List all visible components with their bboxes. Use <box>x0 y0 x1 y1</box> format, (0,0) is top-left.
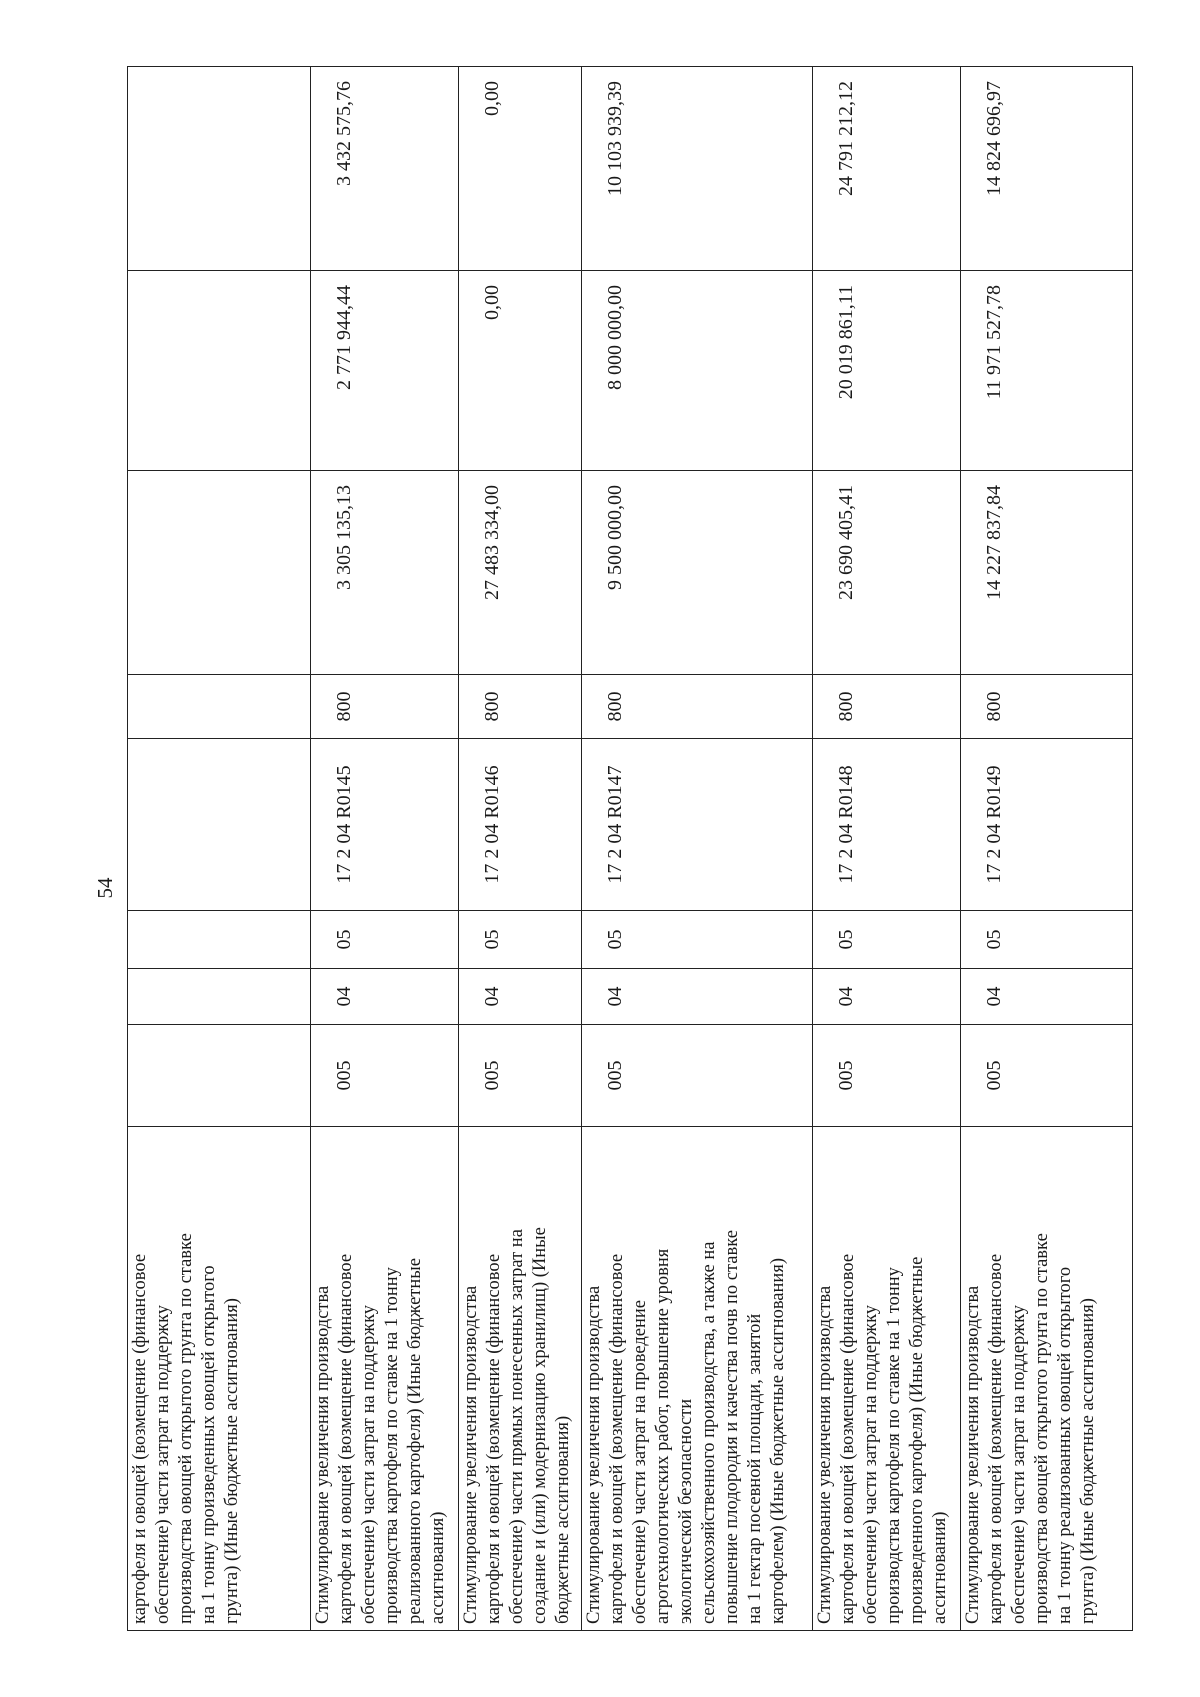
description-line: Стимулирование увеличения производства <box>962 1285 983 1624</box>
subsection-code-cell <box>128 911 311 969</box>
description-line: картофеля и овощей (возмещение (финансовое <box>985 1253 1006 1624</box>
description-line: обеспечение) части затрат на поддержку <box>358 1304 379 1624</box>
description-line: картофеля и овощей (возмещение (финансовое <box>837 1253 858 1624</box>
amount-year2-cell: 0,00 <box>458 271 582 471</box>
target-article-cell: 17 2 04 R0149 <box>960 739 1132 911</box>
description-line: производства картофеля по ставке на 1 тонну <box>883 1267 904 1624</box>
table-row <box>128 67 311 1631</box>
description-line: обеспечение) части затрат на поддержку <box>860 1304 881 1624</box>
amount-year1-cell: 27 483 334,00 <box>458 471 582 675</box>
description-line: обеспечение) части затрат на поддержку <box>1008 1304 1029 1624</box>
section-code-cell: 04 <box>458 969 582 1025</box>
description-line: грунта) (Иные бюджетные ассигнования) <box>1077 1298 1098 1624</box>
section-code-cell: 04 <box>960 969 1132 1025</box>
description-cell <box>960 1127 1132 1631</box>
description-line: агротехнологических работ, повышение уровня <box>653 1248 674 1624</box>
section-code-cell <box>128 969 311 1025</box>
description-line: произведенного картофеля) (Иные бюджетные <box>906 1256 927 1624</box>
ministry-code-cell: 005 <box>812 1025 960 1127</box>
subsection-code-cell: 05 <box>310 911 458 969</box>
description-line: картофелем) (Иные бюджетные ассигнования) <box>768 1258 789 1624</box>
amount-year1-cell <box>128 471 311 675</box>
amount-year1-cell: 23 690 405,41 <box>812 471 960 675</box>
description-cell <box>582 1127 812 1631</box>
description-line: реализованного картофеля) (Иные бюджетные <box>404 1258 425 1624</box>
description-line: Стимулирование увеличения производства <box>584 1285 605 1624</box>
amount-year3-cell: 0,00 <box>458 67 582 271</box>
description-line: картофеля и овощей (возмещение (финансовое <box>130 1253 150 1624</box>
description-line: повышение плодородия и качества почв по ставке <box>722 1230 743 1624</box>
amount-year3-cell: 14 824 696,97 <box>960 67 1132 271</box>
description-cell <box>458 1127 582 1631</box>
description-line: Стимулирование увеличения производства <box>460 1285 481 1624</box>
description-cell <box>812 1127 960 1631</box>
subsection-code-cell: 05 <box>582 911 812 969</box>
description-line: картофеля и овощей (возмещение (финансовое <box>483 1253 504 1624</box>
expense-type-cell: 800 <box>310 675 458 739</box>
description-line: создание и (или) модернизацию хранилищ) (Иные <box>529 1227 550 1624</box>
expense-type-cell: 800 <box>812 675 960 739</box>
description-line: производства овощей открытого грунта по ставке <box>1031 1233 1052 1624</box>
amount-year1-cell: 14 227 837,84 <box>960 471 1132 675</box>
table-row <box>960 67 1132 1631</box>
description-line: на 1 гектар посевной площади, занятой <box>745 1313 766 1624</box>
description-line: грунта) (Иные бюджетные ассигнования) <box>222 1298 242 1624</box>
description-line: ассигнования) <box>929 1511 950 1624</box>
description-line: на 1 тонну реализованных овощей открытого <box>1054 1266 1075 1624</box>
target-article-cell: 17 2 04 R0145 <box>310 739 458 911</box>
target-article-cell <box>128 739 311 911</box>
description-line: ассигнования) <box>427 1511 448 1624</box>
amount-year2-cell <box>128 271 311 471</box>
ministry-code-cell: 005 <box>960 1025 1132 1127</box>
expense-type-cell: 800 <box>458 675 582 739</box>
description-line: обеспечение) части затрат на поддержку <box>153 1304 173 1624</box>
description-cell <box>128 1127 311 1631</box>
subsection-code-cell: 05 <box>458 911 582 969</box>
page-number: 54 <box>93 877 117 899</box>
amount-year2-cell: 2 771 944,44 <box>310 271 458 471</box>
expense-type-cell: 800 <box>960 675 1132 739</box>
ministry-code-cell: 005 <box>458 1025 582 1127</box>
description-line: на 1 тонну произведенных овощей открытого <box>199 1265 219 1624</box>
description-line: обеспечение) части затрат на проведение <box>630 1299 651 1624</box>
ministry-code-cell: 005 <box>310 1025 458 1127</box>
description-line: Стимулирование увеличения производства <box>312 1285 333 1624</box>
amount-year3-cell: 3 432 575,76 <box>310 67 458 271</box>
table-row <box>310 67 458 1631</box>
description-line: производства овощей открытого грунта по ставке <box>176 1233 196 1624</box>
amount-year2-cell: 20 019 861,11 <box>812 271 960 471</box>
amount-year3-cell: 10 103 939,39 <box>582 67 812 271</box>
description-line: бюджетные ассигнования) <box>552 1415 573 1624</box>
description-line: обеспечение) части прямых понесенных затрат на <box>506 1229 527 1624</box>
table-row <box>458 67 582 1631</box>
subsection-code-cell: 05 <box>960 911 1132 969</box>
description-line: сельскохозяйственного производства, а также на <box>699 1241 720 1624</box>
budget-allocation-table <box>127 66 1133 1631</box>
amount-year1-cell: 3 305 135,13 <box>310 471 458 675</box>
amount-year1-cell: 9 500 000,00 <box>582 471 812 675</box>
section-code-cell: 04 <box>582 969 812 1025</box>
description-line: экологической безопасности <box>676 1398 697 1624</box>
target-article-cell: 17 2 04 R0146 <box>458 739 582 911</box>
expense-type-cell: 800 <box>582 675 812 739</box>
table-row <box>812 67 960 1631</box>
target-article-cell: 17 2 04 R0147 <box>582 739 812 911</box>
amount-year3-cell: 24 791 212,12 <box>812 67 960 271</box>
section-code-cell: 04 <box>310 969 458 1025</box>
description-line: картофеля и овощей (возмещение (финансовое <box>335 1253 356 1624</box>
amount-year2-cell: 8 000 000,00 <box>582 271 812 471</box>
description-line: Стимулирование увеличения производства <box>814 1285 835 1624</box>
target-article-cell: 17 2 04 R0148 <box>812 739 960 911</box>
subsection-code-cell: 05 <box>812 911 960 969</box>
table-row <box>582 67 812 1631</box>
ministry-code-cell <box>128 1025 311 1127</box>
description-line: производства картофеля по ставке на 1 тонну <box>381 1267 402 1624</box>
description-cell <box>310 1127 458 1631</box>
budget-table-container <box>127 67 1133 1631</box>
description-line: картофеля и овощей (возмещение (финансовое <box>607 1253 628 1624</box>
section-code-cell: 04 <box>812 969 960 1025</box>
ministry-code-cell: 005 <box>582 1025 812 1127</box>
amount-year2-cell: 11 971 527,78 <box>960 271 1132 471</box>
amount-year3-cell <box>128 67 311 271</box>
expense-type-cell <box>128 675 311 739</box>
